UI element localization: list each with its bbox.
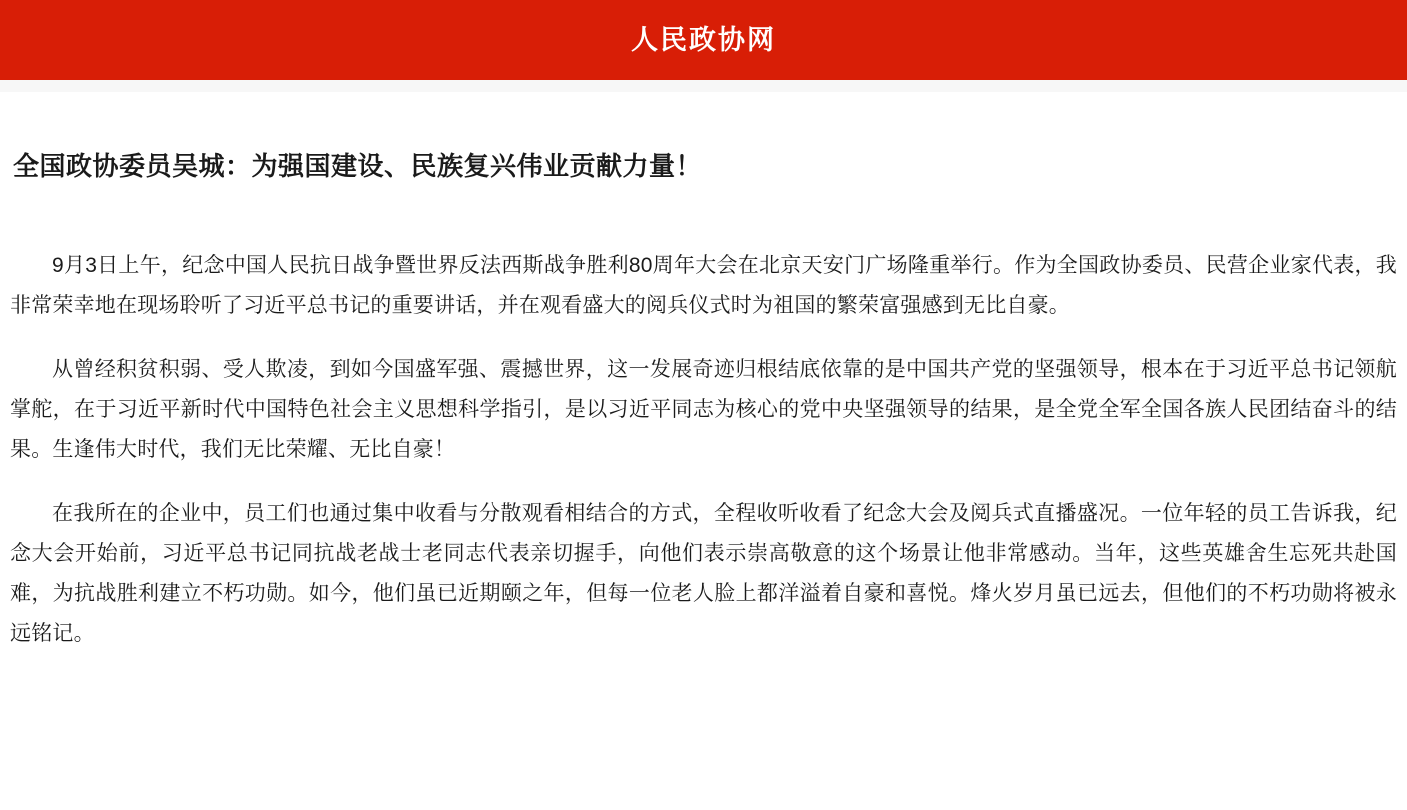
site-banner [0, 0, 1407, 80]
article-paragraph: 在我所在的企业中，员工们也通过集中收看与分散观看相结合的方式，全程收听收看了纪念大会及阅兵式直播盛况。一位年轻的员工告诉我，纪念大会开始前，习近平总书记同抗战老战士老同志代表亲切握手，向他们表示崇高敬意的这个场景让他非常感动。当年，这些英雄舍生忘死共赴国难，为抗战胜利建立不朽功勋。如今，他们虽已近期颐之年，但每一位老人脸上都洋溢着自豪和喜悦。烽火岁月虽已远去，但他们的不朽功勋将被永远铭记。 [10, 501, 1397, 645]
article-paragraph: 9月3日上午，纪念中国人民抗日战争暨世界反法西斯战争胜利80周年大会在北京天安门广场隆重举行。作为全国政协委员、民营企业家代表，我非常荣幸地在现场聆听了习近平总书记的重要讲话，并在观看盛大的阅兵仪式时为祖国的繁荣富强感到无比自豪。 [10, 253, 1397, 317]
site-title: 人民政协网 [631, 24, 776, 55]
article-paragraph: 从曾经积贫积弱、受人欺凌，到如今国盛军强、震撼世界，这一发展奇迹归根结底依靠的是中国共产党的坚强领导，根本在于习近平总书记领航掌舵，在于习近平新时代中国特色社会主义思想科学指引，是以习近平同志为核心的党中央坚强领导的结果，是全党全军全国各族人民团结奋斗的结果。生逢伟大时代，我们无比荣耀、无比自豪！ [10, 357, 1397, 461]
article-body [10, 184, 1397, 654]
article-title: 全国政协委员吴城：为强国建设、民族复兴伟业贡献力量！ [13, 151, 703, 181]
article-container [0, 92, 1407, 654]
banner-divider [0, 80, 1407, 92]
